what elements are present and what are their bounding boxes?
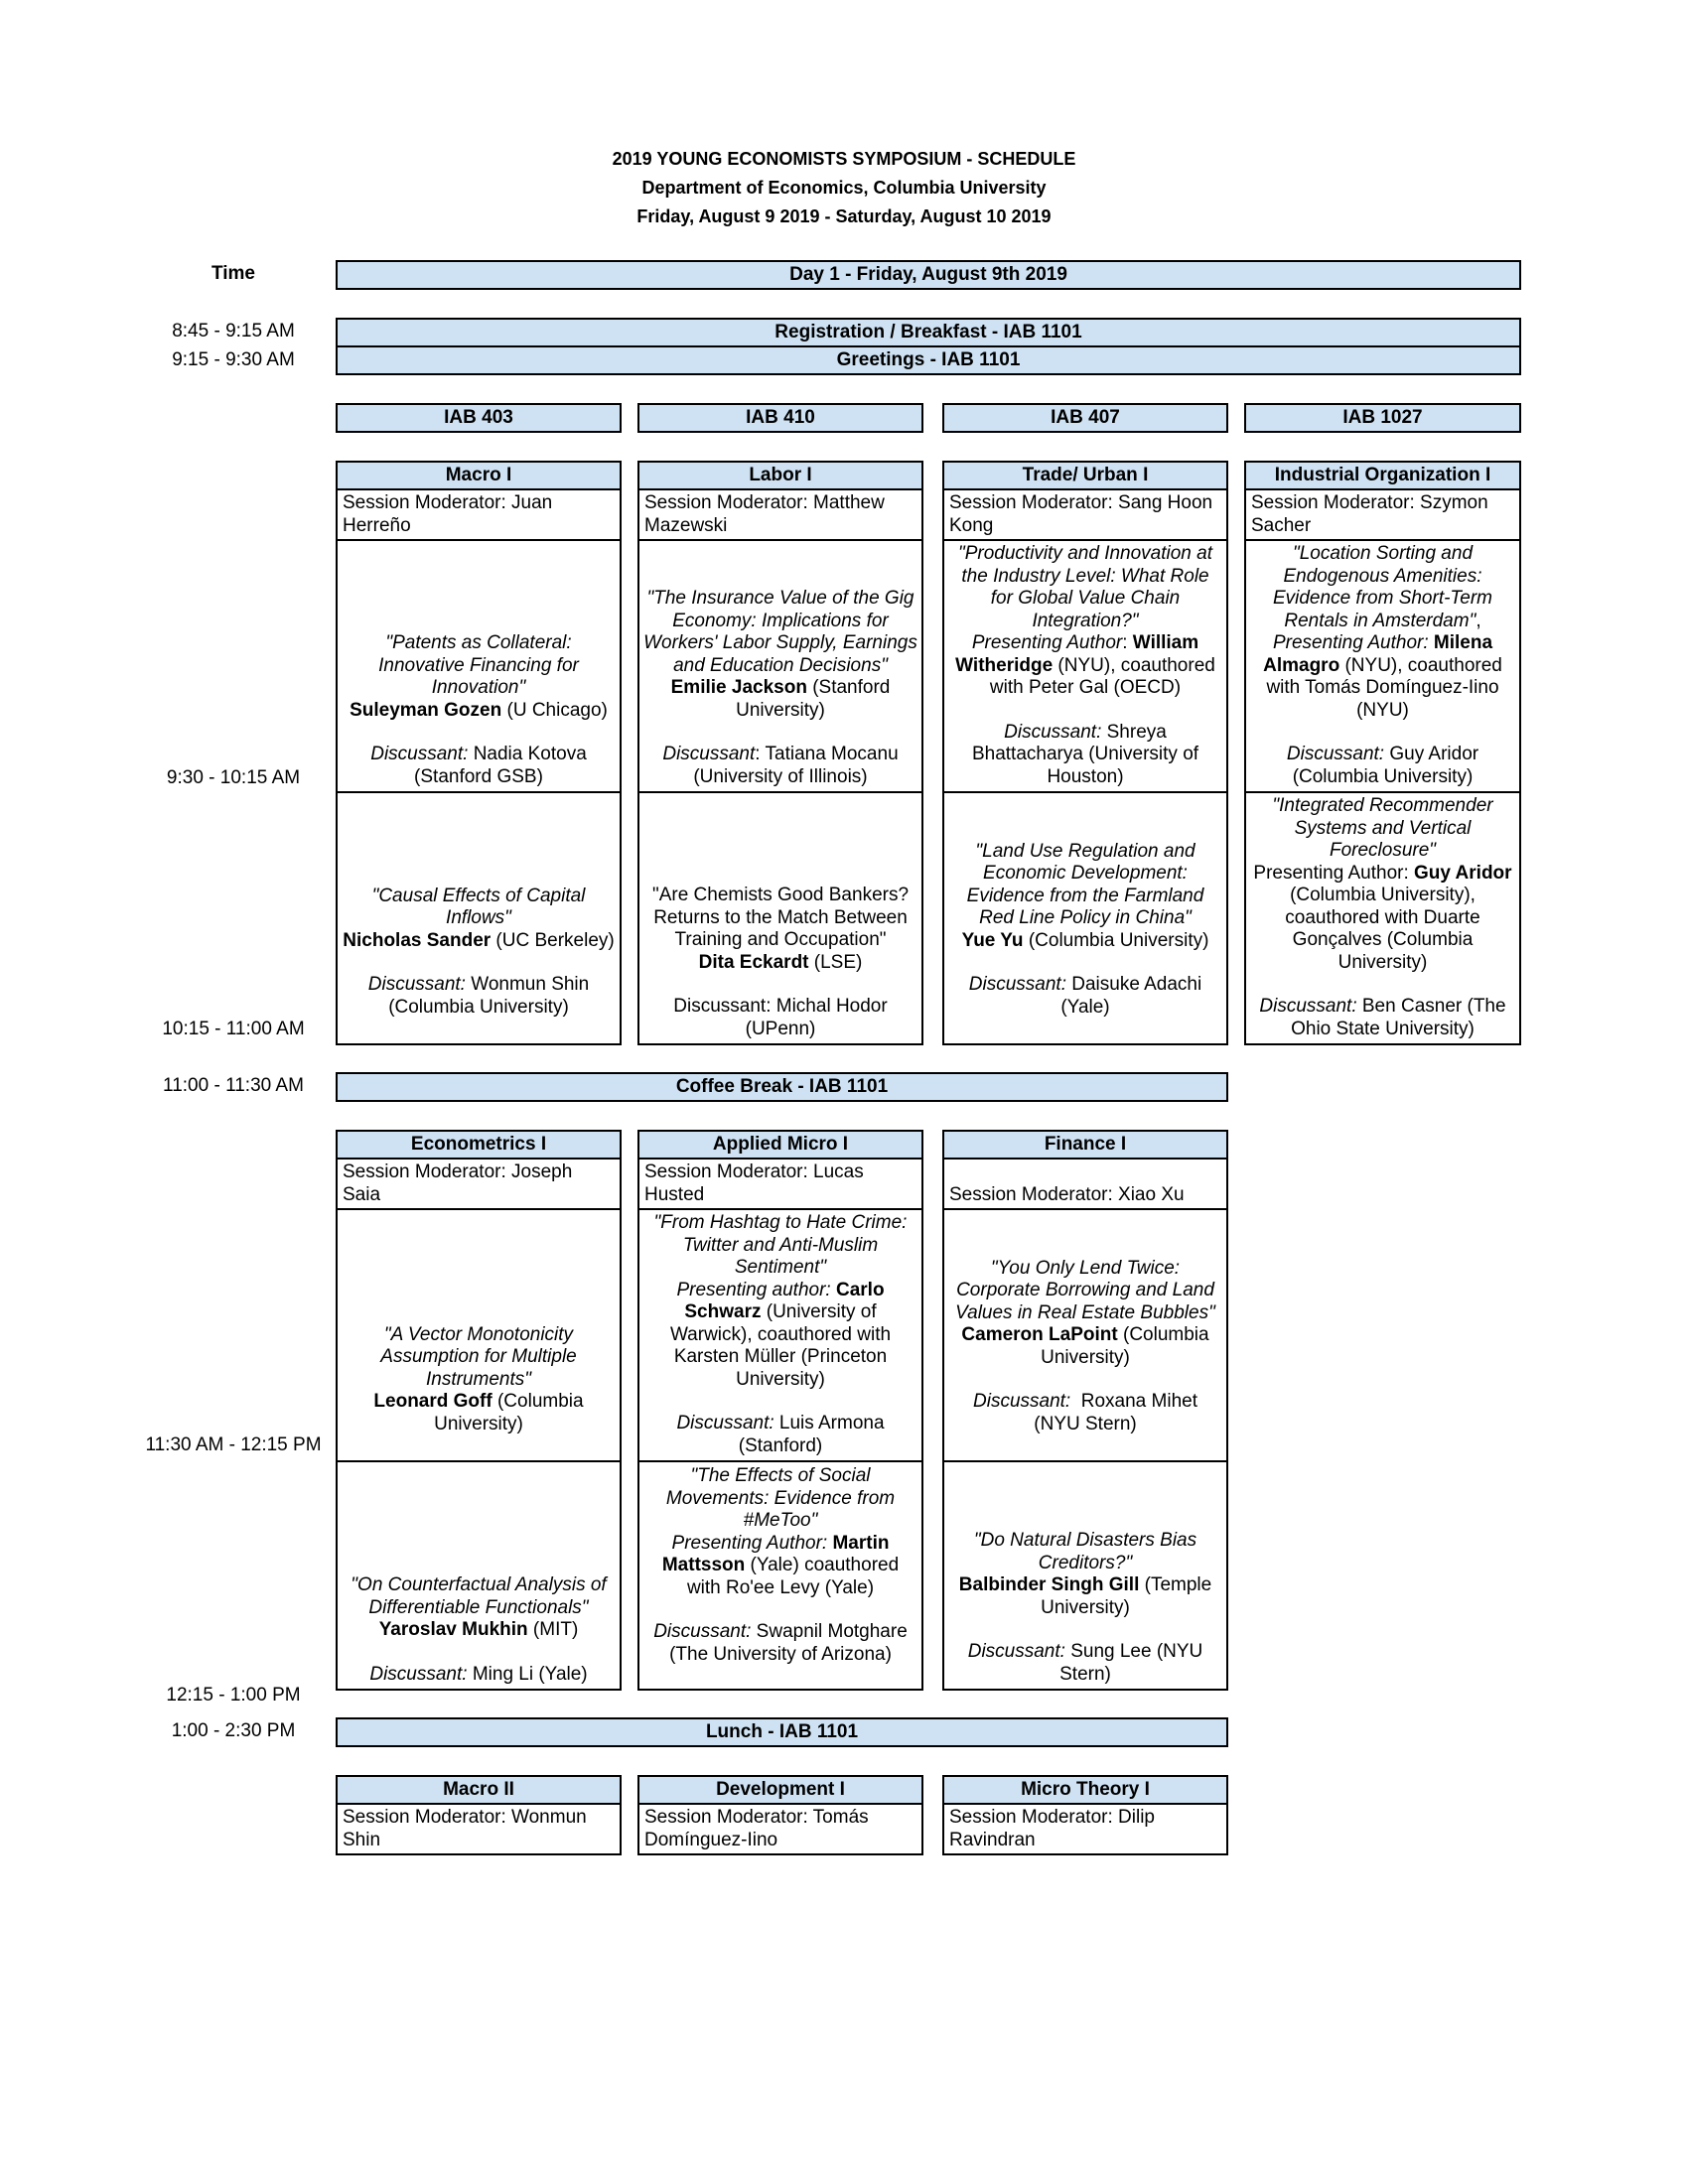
day-title-bar: Day 1 - Friday, August 9th 2019 xyxy=(336,260,1521,290)
author-affiliation: (LSE) xyxy=(808,951,863,973)
moderator-text: Session Moderator: Xiao Xu xyxy=(949,1183,1185,1205)
time-label: 8:45 - 9:15 AM xyxy=(172,321,295,341)
room-header: IAB 410 xyxy=(637,403,923,433)
time-label: 10:15 - 11:00 AM xyxy=(162,1019,305,1039)
paper-author: Suleyman Gozen xyxy=(350,699,502,721)
paper-title: "A Vector Monotonicity Assumption for Multiple Instruments" xyxy=(380,1323,577,1390)
author-affiliation: (Columbia University) xyxy=(1023,929,1209,951)
paper-title: "Causal Effects of Capital Inflows" xyxy=(371,885,586,928)
session-moderator: Session Moderator: Joseph Saia xyxy=(336,1158,622,1210)
time-label: 11:00 - 11:30 AM xyxy=(163,1075,304,1096)
paper-author: Guy Aridor xyxy=(1414,862,1512,884)
session-title: Development I xyxy=(637,1775,923,1805)
discussant-label: Discussant: xyxy=(973,1391,1071,1412)
discussant-name: Ming Li (Yale) xyxy=(467,1663,588,1685)
doc-dates: Friday, August 9 2019 - Saturday, August 10 2019 xyxy=(636,206,1052,226)
session-moderator: Session Moderator: Dilip Ravindran xyxy=(942,1803,1228,1855)
session-moderator: Session Moderator: Szymon Sacher xyxy=(1244,488,1521,541)
discussant-name: Ben Casner (The Ohio State University) xyxy=(1291,996,1506,1039)
discussant-name: Shreya Bhattacharya (University of Houston) xyxy=(971,721,1199,787)
discussant-label: Discussant: xyxy=(367,974,466,995)
session-moderator: Session Moderator: Wonmun Shin xyxy=(336,1803,622,1855)
paper-cell xyxy=(637,539,923,793)
discussant-label: Discussant: xyxy=(968,974,1066,995)
discussant-name: Daisuke Adachi (Yale) xyxy=(1060,974,1202,1018)
session-title: Micro Theory I xyxy=(942,1775,1228,1805)
discussant-name: Luis Armona (Stanford) xyxy=(738,1413,885,1456)
author-affiliation: (Stanford University) xyxy=(736,677,891,721)
paper-cell xyxy=(336,791,622,1045)
paper-title: "Do Natural Disasters Bias Creditors?" xyxy=(973,1530,1197,1573)
discussant-label: Discussant xyxy=(662,744,756,764)
session-title: Econometrics I xyxy=(336,1130,622,1160)
author-affiliation: (Temple University) xyxy=(1041,1574,1212,1618)
presenting-label: Presenting Author xyxy=(971,632,1123,653)
paper-author: Milena Almagro xyxy=(1263,632,1493,676)
author-affiliation: (NYU), coauthored with Peter Gal (OECD) xyxy=(989,654,1215,698)
discussant-name: : Tatiana Mocanu (University of Illinois) xyxy=(693,744,899,787)
time-label: 12:15 - 1:00 PM xyxy=(166,1685,301,1706)
discussant-name: Roxana Mihet (NYU Stern) xyxy=(1034,1391,1203,1434)
presenting-label: Presenting Author: xyxy=(1272,632,1429,653)
session-title: Macro I xyxy=(336,461,622,490)
room-header: IAB 407 xyxy=(942,403,1228,433)
author-affiliation: (U Chicago) xyxy=(501,699,608,721)
discussant-label: Discussant: xyxy=(1004,721,1102,743)
lunch-bar: Lunch - IAB 1101 xyxy=(336,1717,1228,1747)
paper-author: Carlo Schwarz xyxy=(684,1279,885,1322)
paper-title: "From Hashtag to Hate Crime: Twitter and Anti-Muslim Sentiment" xyxy=(653,1212,908,1278)
author-affiliation: (Yale) coauthored with Ro'ee Levy (Yale) xyxy=(686,1555,900,1598)
session-title: Trade/ Urban I xyxy=(942,461,1228,490)
paper-author: Nicholas Sander xyxy=(343,929,492,951)
paper-author: Dita Eckardt xyxy=(698,951,809,973)
paper-cell xyxy=(942,539,1228,793)
registration-bar: Registration / Breakfast - IAB 1101 xyxy=(336,318,1521,347)
session-moderator: Session Moderator: Tomás Domínguez-Iino xyxy=(637,1803,923,1855)
time-label: 9:30 - 10:15 AM xyxy=(166,767,301,788)
time-label: 11:30 AM - 12:15 PM xyxy=(145,1434,322,1455)
presenting-separator: : xyxy=(1122,632,1133,653)
session-moderator: Session Moderator: Lucas Husted xyxy=(637,1158,923,1210)
paper-title: "Land Use Regulation and Economic Development: Evidence from the Farmland Red Line Policy in China" xyxy=(966,840,1204,928)
paper-title: "The Insurance Value of the Gig Economy: Implications for Workers' Labor Supply, Earnings and Education Decisions" xyxy=(643,588,917,676)
paper-cell xyxy=(637,1460,923,1691)
session-moderator: Session Moderator: Juan Herreño xyxy=(336,488,622,541)
paper-title: "Patents as Collateral: Innovative Financing for Innovation" xyxy=(378,632,579,698)
author-affiliation: (UC Berkeley) xyxy=(491,929,615,951)
discussant-label: Discussant: xyxy=(370,744,469,764)
time-column-label: Time xyxy=(211,263,255,284)
paper-author: Leonard Goff xyxy=(373,1391,492,1412)
time-label: 9:15 - 9:30 AM xyxy=(172,349,295,370)
discussant-label: Discussant: xyxy=(967,1641,1065,1662)
author-affiliation: (Columbia University) xyxy=(434,1391,584,1434)
greetings-bar: Greetings - IAB 1101 xyxy=(336,345,1521,375)
discussant-label: Discussant: xyxy=(1259,996,1357,1017)
presenting-label: Presenting author: xyxy=(676,1279,831,1300)
author-affiliation: (MIT) xyxy=(527,1619,579,1640)
discussant-name: Swapnil Motghare (The University of Arizona) xyxy=(669,1621,908,1665)
session-title: Industrial Organization I xyxy=(1244,461,1521,490)
paper-author: Balbinder Singh Gill xyxy=(958,1574,1140,1595)
session-moderator xyxy=(942,1158,1228,1210)
paper-cell xyxy=(942,1460,1228,1691)
paper-cell xyxy=(1244,539,1521,793)
doc-subtitle: Department of Economics, Columbia University xyxy=(641,178,1047,198)
session-moderator: Session Moderator: Matthew Mazewski xyxy=(637,488,923,541)
paper-title: "Are Chemists Good Bankers? Returns to the Match Between Training and Occupation" xyxy=(651,885,910,950)
presenting-label: Presenting Author: xyxy=(1253,862,1415,884)
paper-cell xyxy=(637,791,923,1045)
session-title: Applied Micro I xyxy=(637,1130,923,1160)
author-affiliation: (Columbia University), coauthored with Duarte Gonçalves (Columbia University) xyxy=(1285,885,1480,973)
session-title: Labor I xyxy=(637,461,923,490)
paper-author: Yaroslav Mukhin xyxy=(378,1619,528,1640)
doc-title: 2019 YOUNG ECONOMISTS SYMPOSIUM - SCHEDULE xyxy=(612,149,1076,169)
paper-cell xyxy=(336,1208,622,1462)
discussant-name: Nadia Kotova (Stanford GSB) xyxy=(414,744,587,787)
paper-title: "You Only Lend Twice: Corporate Borrowing and Land Values in Real Estate Bubbles" xyxy=(955,1257,1215,1323)
paper-title: "The Effects of Social Movements: Evidence from #MeToo" xyxy=(665,1465,896,1531)
paper-author: Martin Mattsson xyxy=(661,1532,890,1575)
room-header: IAB 403 xyxy=(336,403,622,433)
paper-title: "Productivity and Innovation at the Industry Level: What Role for Global Value Chain Integration?" xyxy=(957,543,1212,631)
paper-cell xyxy=(637,1208,923,1462)
paper-cell xyxy=(336,1460,622,1691)
discussant-name: Guy Aridor (Columbia University) xyxy=(1292,744,1479,787)
paper-title: "On Counterfactual Analysis of Differentiable Functionals" xyxy=(351,1574,607,1618)
paper-cell xyxy=(1244,791,1521,1045)
time-label: 1:00 - 2:30 PM xyxy=(171,1720,296,1741)
paper-cell xyxy=(942,1208,1228,1462)
discussant-name: Wonmun Shin (Columbia University) xyxy=(388,974,590,1018)
session-moderator: Session Moderator: Sang Hoon Kong xyxy=(942,488,1228,541)
paper-title: "Location Sorting and Endogenous Amenities: Evidence from Short-Term Rentals in Amsterdam" xyxy=(1272,543,1493,631)
title-punctuation: , xyxy=(1476,610,1481,631)
paper-author: Emilie Jackson xyxy=(670,677,807,698)
paper-title: "Integrated Recommender Systems and Vertical Foreclosure" xyxy=(1272,795,1493,861)
discussant-label: Discussant: xyxy=(1286,744,1385,764)
coffee-break-bar: Coffee Break - IAB 1101 xyxy=(336,1072,1228,1102)
session-title: Finance I xyxy=(942,1130,1228,1160)
paper-cell xyxy=(942,791,1228,1045)
author-affiliation: (NYU), coauthored with Tomás Domínguez-Iino (NYU) xyxy=(1266,654,1502,721)
discussant-line: Discussant: Michal Hodor (UPenn) xyxy=(673,996,888,1039)
discussant-label: Discussant: xyxy=(369,1663,468,1685)
paper-cell xyxy=(336,539,622,793)
discussant-label: Discussant: xyxy=(653,1621,752,1642)
discussant-label: Discussant: xyxy=(676,1413,774,1433)
paper-author: Cameron LaPoint xyxy=(961,1324,1118,1345)
room-header: IAB 1027 xyxy=(1244,403,1521,433)
presenting-label: Presenting Author: xyxy=(671,1532,828,1554)
author-affiliation: (Columbia University) xyxy=(1041,1324,1209,1368)
session-title: Macro II xyxy=(336,1775,622,1805)
paper-author: Yue Yu xyxy=(961,929,1024,951)
paper-author: William Witheridge xyxy=(955,632,1199,676)
author-affiliation: (University of Warwick), coauthored with Karsten Müller (Princeton University) xyxy=(669,1301,892,1390)
discussant-name: Sung Lee (NYU Stern) xyxy=(1059,1641,1203,1685)
